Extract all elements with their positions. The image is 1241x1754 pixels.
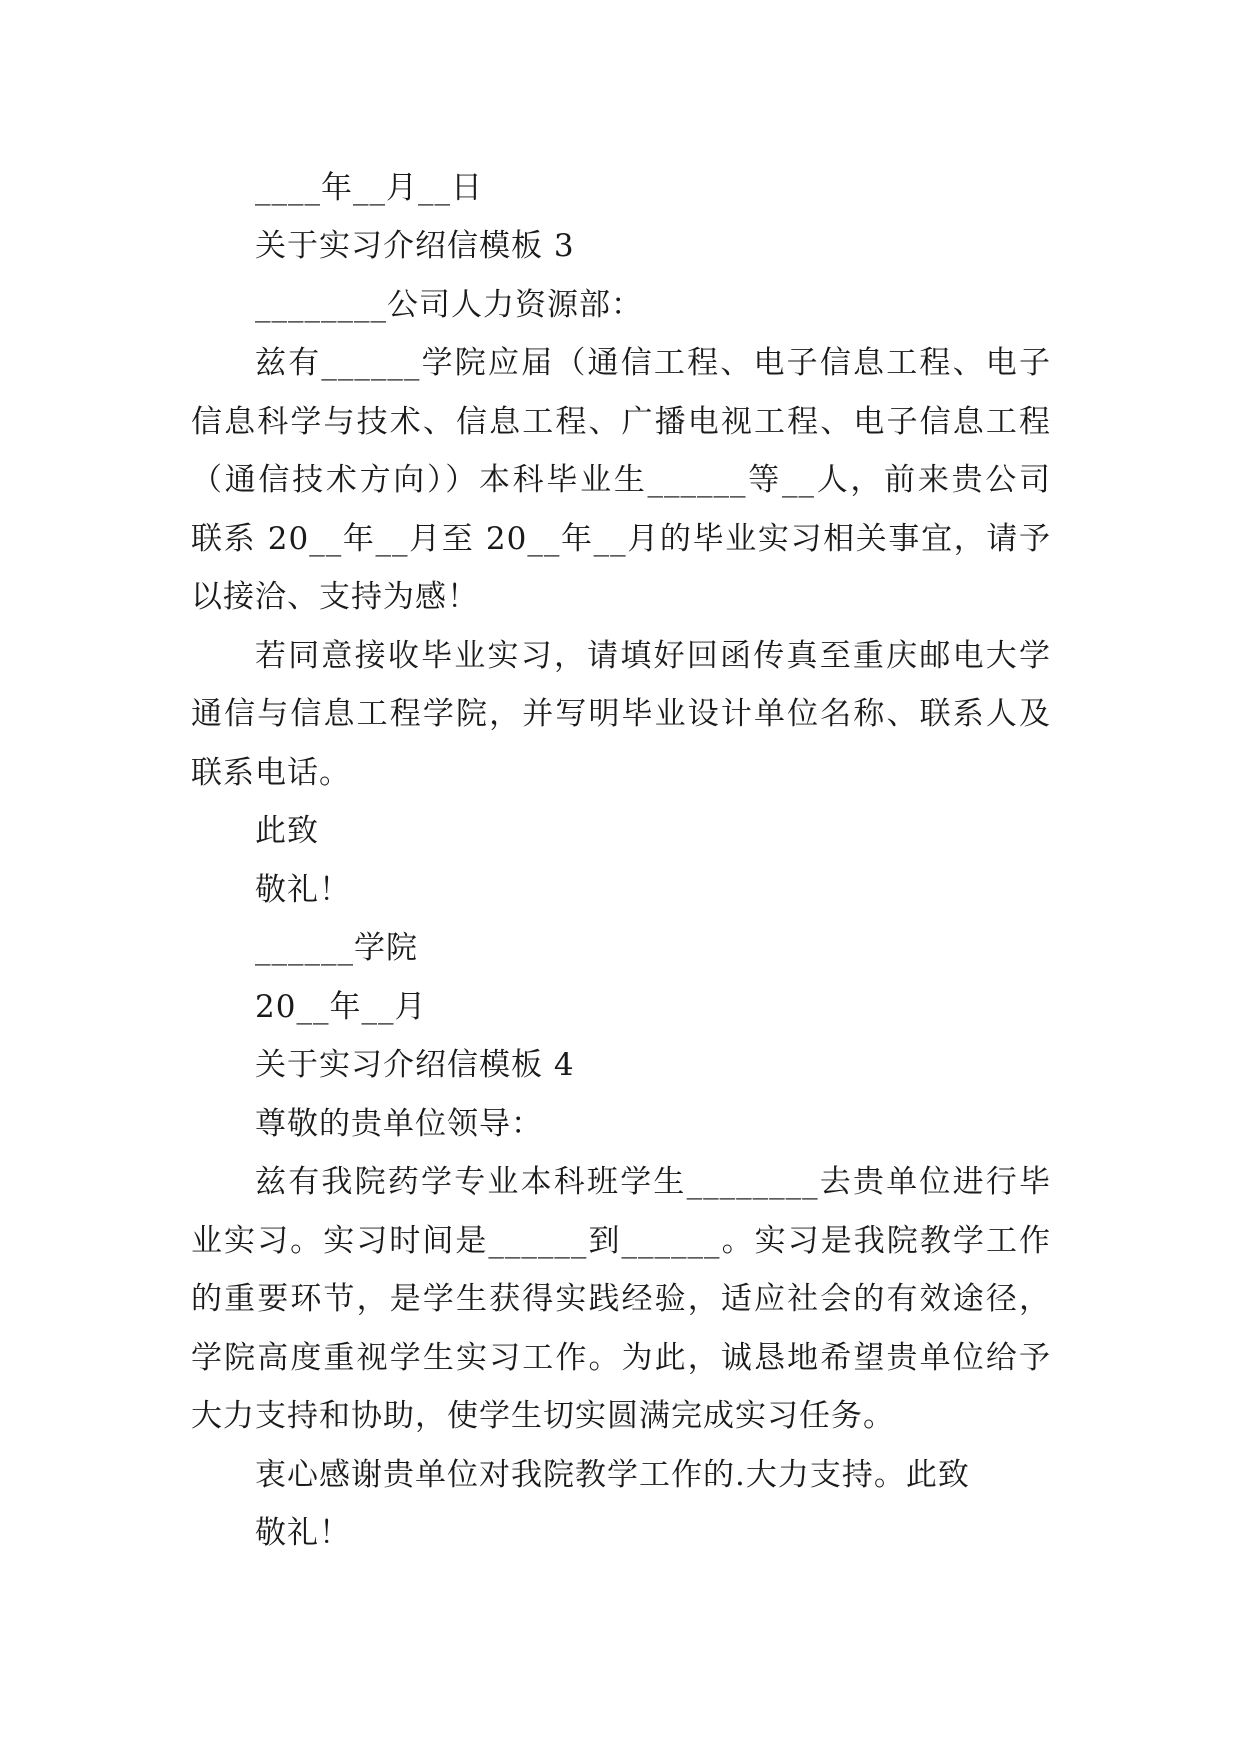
paragraph-line: 大力支持和协助，使学生切实圆满完成实习任务。 [191, 1398, 895, 1434]
date-blank-line: ____年__月__日 [255, 170, 483, 206]
closing-jingli: 敬礼！ [255, 872, 351, 908]
paragraph-line: 若同意接收毕业实习，请填好回函传真至重庆邮电大学 [255, 638, 1051, 674]
paragraph-line: 联系电话。 [191, 755, 351, 791]
closing-cizhi: 此致 [255, 813, 319, 849]
paragraph-line: （通信技术方向））本科毕业生______等__人，前来贵公司 [191, 462, 1051, 498]
salutation-hr-department: ________公司人力资源部： [255, 287, 643, 323]
paragraph-line: 联系 20__年__月至 20__年__月的毕业实习相关事宜，请予 [191, 521, 1051, 557]
signature-college: ______学院 [255, 930, 418, 966]
signature-date: 20__年__月 [255, 989, 427, 1025]
section-title-template-3: 关于实习介绍信模板 3 [255, 228, 575, 264]
paragraph-line: 业实习。实习时间是______到______。实习是我院教学工作 [191, 1223, 1051, 1259]
paragraph-line: 学院高度重视学生实习工作。为此，诚恳地希望贵单位给予 [191, 1340, 1051, 1376]
paragraph-line: 以接洽、支持为感！ [191, 579, 479, 615]
paragraph-line: 兹有我院药学专业本科班学生________去贵单位进行毕 [255, 1164, 1051, 1200]
paragraph-line: 的重要环节，是学生获得实践经验，适应社会的有效途径， [191, 1281, 1051, 1317]
section-title-template-4: 关于实习介绍信模板 4 [255, 1047, 575, 1083]
paragraph-line: 衷心感谢贵单位对我院教学工作的.大力支持。此致 [255, 1457, 970, 1493]
closing-jingli-2: 敬礼！ [255, 1515, 351, 1551]
paragraph-line: 信息科学与技术、信息工程、广播电视工程、电子信息工程 [191, 404, 1051, 440]
paragraph-line: 通信与信息工程学院，并写明毕业设计单位名称、联系人及 [191, 696, 1051, 732]
paragraph-line: 兹有______学院应届（通信工程、电子信息工程、电子 [255, 345, 1051, 381]
salutation-leaders: 尊敬的贵单位领导： [255, 1106, 543, 1142]
